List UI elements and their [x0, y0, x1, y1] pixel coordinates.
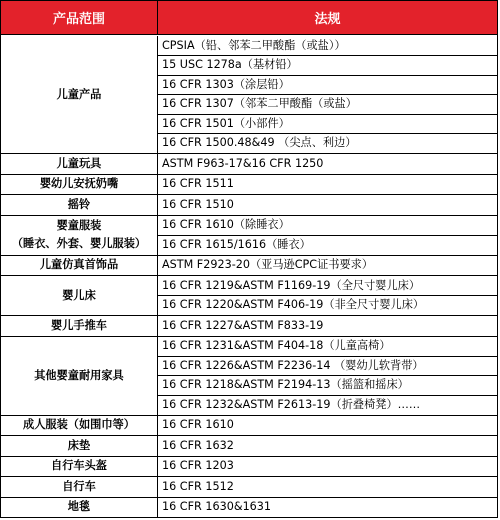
regulation-line: ASTM F963-17&16 CFR 1250	[162, 156, 324, 170]
regulation-cell	[158, 256, 497, 277]
category-cell	[1, 216, 158, 256]
regulation-cell	[158, 457, 497, 478]
category-cell	[1, 477, 158, 498]
regulation-line: 16 CFR 1303（涂层铅）	[158, 75, 497, 95]
regulation-cell	[158, 477, 497, 498]
category-cell	[1, 337, 158, 416]
regulation-cell	[158, 154, 497, 175]
regulation-line: 16 CFR 1610（除睡衣）	[162, 218, 290, 231]
category-cell	[1, 154, 158, 175]
category-label: 自行车	[62, 479, 96, 493]
category-label: 婴幼儿安抚奶嘴	[39, 177, 119, 191]
category-cell	[1, 436, 158, 457]
regulation-line: CPSIA（铅、邻苯二甲酸酯（或盐））	[162, 38, 346, 52]
regulation-line: 16 CFR 1307（邻苯二甲酸酯（或盐）	[158, 94, 497, 114]
regulation-cell	[158, 416, 497, 437]
regulation-line: 16 CFR 1219&ASTM F1169-19（全尺寸婴儿床）	[162, 278, 421, 292]
regulation-cell	[158, 36, 497, 154]
regulation-cell	[158, 195, 497, 216]
category-label: 儿童产品	[56, 87, 102, 101]
category-label: 婴儿手推车	[51, 318, 107, 332]
regulation-line: ASTM F2923-20（亚马逊CPC证书要求）	[162, 258, 374, 271]
category-cell	[1, 416, 158, 437]
regulation-line: 16 CFR 1501（小部件）	[158, 114, 497, 134]
regulation-line: 16 CFR 1203	[162, 459, 234, 472]
category-label: 婴童服装	[56, 219, 102, 232]
regulation-cell	[158, 316, 497, 337]
category-cell	[1, 498, 158, 518]
category-cell	[1, 316, 158, 337]
category-label: （睡衣、外套、婴儿服装）	[11, 237, 147, 250]
regulation-cell	[158, 436, 497, 457]
regulation-line: 16 CFR 1510	[162, 197, 234, 211]
regulation-line: 16 CFR 1512	[162, 479, 234, 493]
regulation-cell	[158, 337, 497, 416]
regulation-cell	[158, 276, 497, 316]
regulation-line: 16 CFR 1227&ASTM F833-19	[162, 318, 324, 332]
category-label: 地毯	[67, 500, 91, 514]
category-cell	[1, 457, 158, 478]
header-regulation: 法规	[158, 1, 497, 35]
regulation-line: 16 CFR 1511	[162, 177, 234, 190]
regulation-cell	[158, 498, 497, 518]
regulation-line: 16 CFR 1220&ASTM F406-19（非全尺寸婴儿床）	[158, 295, 497, 315]
regulation-line: 16 CFR 1226&ASTM F2236-14 （婴幼儿软背带）	[158, 356, 497, 376]
regulation-line: 16 CFR 1630&1631	[162, 500, 272, 513]
regulation-line: 16 CFR 1500.48&49 （尖点、利边）	[158, 133, 497, 153]
regulation-line: 16 CFR 1632	[162, 438, 234, 452]
regulation-line: 16 CFR 1610	[162, 418, 234, 431]
category-label: 摇铃	[67, 197, 91, 211]
header-category: 产品范围	[1, 1, 158, 35]
regulation-line: 16 CFR 1232&ASTM F2613-19（折叠椅凳）……	[158, 395, 497, 415]
regulation-cell	[158, 175, 497, 196]
category-label: 婴儿床	[62, 288, 96, 302]
regulation-line: 15 USC 1278a（基材铅）	[158, 55, 497, 75]
category-cell	[1, 195, 158, 216]
category-label: 自行车头盔	[51, 459, 107, 473]
category-label: 其他婴童耐用家具	[34, 368, 124, 382]
regulation-cell	[158, 216, 497, 256]
regulation-line: 16 CFR 1218&ASTM F2194-13（摇篮和摇床）	[158, 375, 497, 395]
regulation-line: 16 CFR 1615/1616（睡衣）	[158, 235, 497, 255]
category-label: 成人服装（如围巾等）	[23, 418, 135, 432]
category-label: 儿童仿真首饰品	[39, 258, 119, 272]
category-cell	[1, 36, 158, 154]
category-cell	[1, 276, 158, 316]
regulation-line: 16 CFR 1231&ASTM F404-18（儿童高椅）	[162, 339, 391, 352]
category-cell	[1, 256, 158, 277]
category-label: 儿童玩具	[56, 156, 102, 170]
category-cell	[1, 175, 158, 196]
category-label: 床垫	[67, 438, 91, 452]
